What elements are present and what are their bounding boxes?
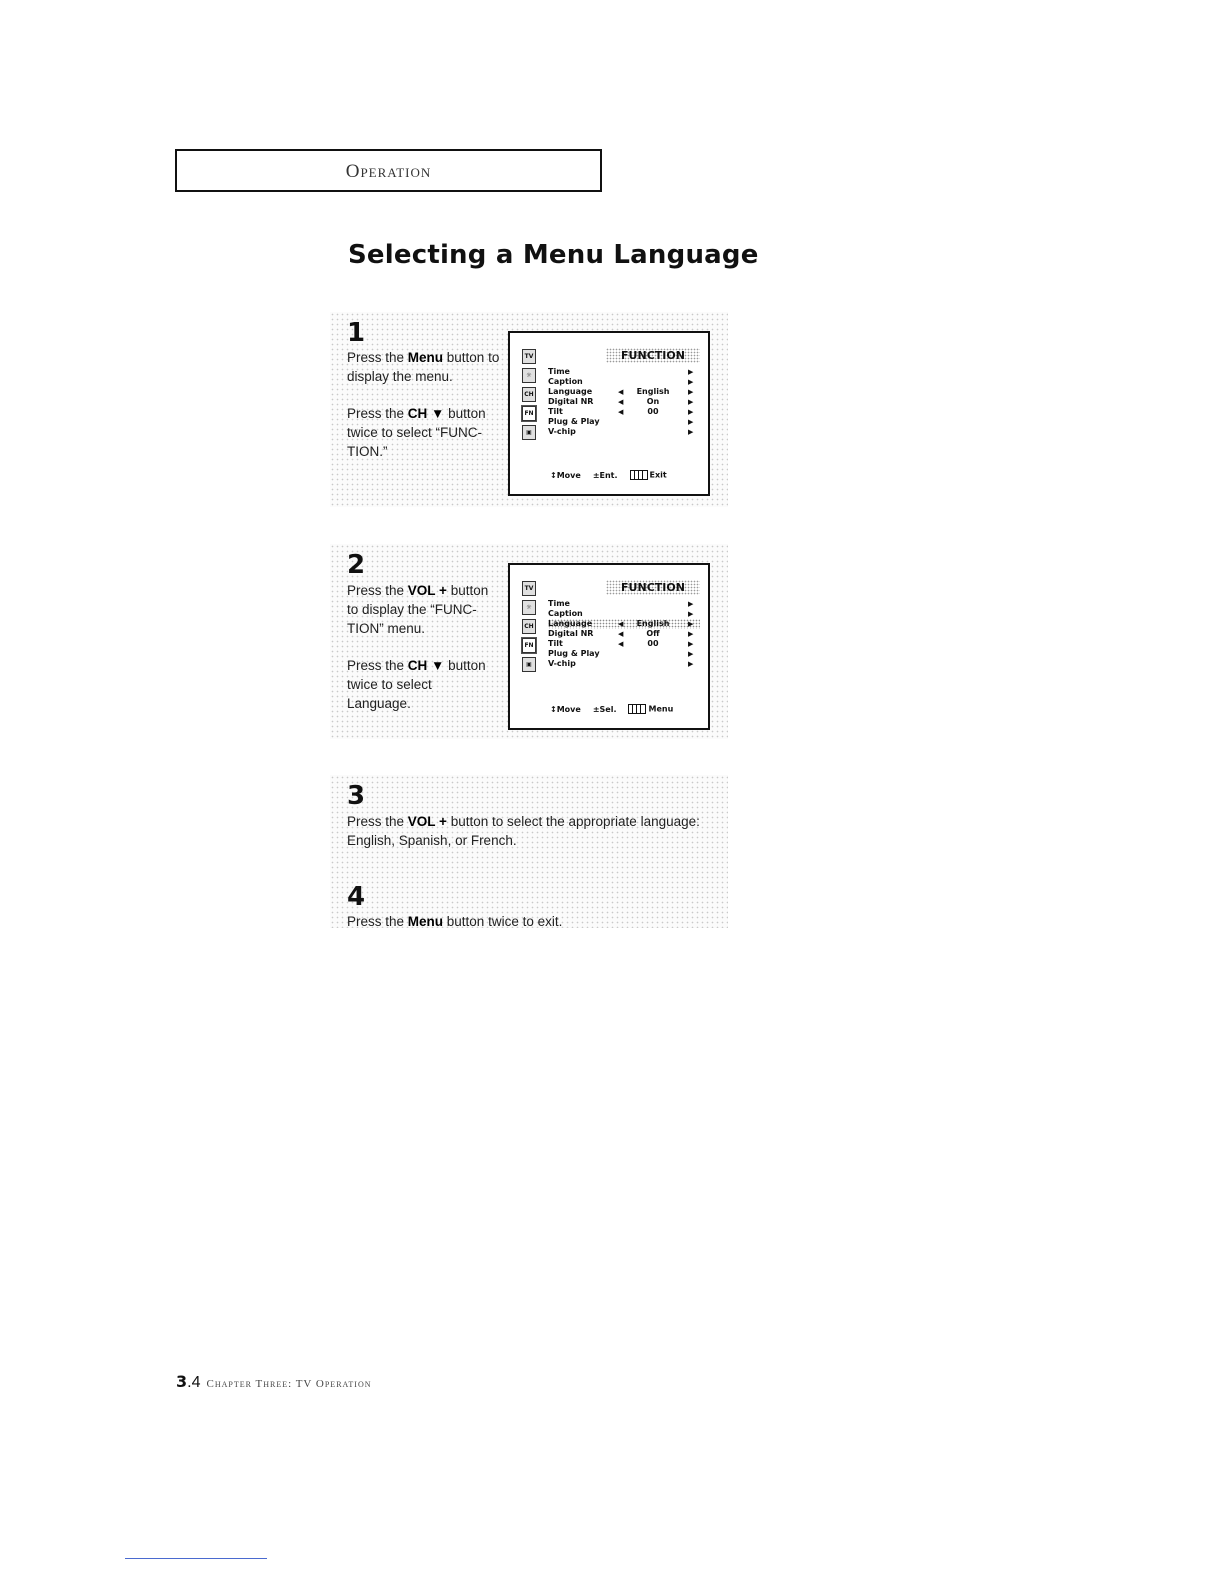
- channel-icon: CH: [522, 619, 536, 634]
- osd-footer: [550, 704, 673, 714]
- right-arrow-icon: ▶: [688, 610, 694, 618]
- osd-footer: [550, 470, 667, 480]
- step-3-number: 3: [347, 781, 366, 811]
- osd-row-caption: Caption ▶: [548, 609, 694, 618]
- right-arrow-icon: ▶: [688, 418, 694, 426]
- osd-header: FUNCTION: [606, 348, 700, 363]
- right-arrow-icon: ▶: [688, 620, 694, 628]
- page-number-major: 3: [176, 1372, 188, 1391]
- left-arrow-icon: ◀: [618, 408, 624, 416]
- section-header-box: [175, 149, 602, 192]
- step-3-text: Press the VOL + button to select the appropriate language: English, Spanish, or French.: [347, 814, 700, 848]
- step-4-text: Press the Menu button twice to exit.: [347, 914, 563, 929]
- osd-icon-column: [522, 349, 536, 440]
- page-number-minor: .4: [187, 1374, 201, 1391]
- function-icon: FN: [522, 406, 536, 421]
- left-arrow-icon: ◀: [618, 398, 624, 406]
- step-2-text-2: Press the CH ▼ button twice to select Language.: [347, 658, 486, 711]
- step-1-text-1: Press the Menu button to display the menu.: [347, 350, 500, 384]
- osd-row-time: Time ▶: [548, 367, 694, 376]
- osd-icon-column: [522, 581, 536, 672]
- setup-icon: ▣: [522, 425, 536, 440]
- osd-row-caption: Caption ▶: [548, 377, 694, 386]
- picture-icon: TV: [522, 349, 536, 364]
- osd-menu-hint: Menu: [628, 704, 673, 714]
- left-arrow-icon: ◀: [618, 388, 624, 396]
- menu-button-icon: [628, 704, 646, 714]
- bottom-rule: [125, 1558, 267, 1559]
- function-icon: FN: [522, 638, 536, 653]
- osd-move-hint: ↕Move: [550, 470, 581, 480]
- right-arrow-icon: ▶: [688, 408, 694, 416]
- osd-row-language: Language ◀ English ▶: [548, 387, 694, 396]
- sound-icon: ☼: [522, 600, 536, 615]
- section-title: Operation: [345, 161, 432, 182]
- osd-exit-hint: Exit: [630, 470, 667, 480]
- osd-row-plug-play: Plug & Play ▶: [548, 417, 694, 426]
- picture-icon: TV: [522, 581, 536, 596]
- osd-row-v-chip: V-chip ▶: [548, 659, 694, 668]
- osd-rows: [548, 367, 700, 437]
- osd-row-time: Time ▶: [548, 599, 694, 608]
- osd-row-tilt: Tilt ◀ 00 ▶: [548, 639, 694, 648]
- tv-osd-menu-1: [508, 331, 710, 496]
- step-1-number: 1: [347, 318, 366, 348]
- tv-osd-menu-2: [508, 563, 710, 730]
- right-arrow-icon: ▶: [688, 600, 694, 608]
- steps-3-4-panel: [330, 775, 728, 928]
- osd-row-v-chip: V-chip ▶: [548, 427, 694, 436]
- right-arrow-icon: ▶: [688, 398, 694, 406]
- right-arrow-icon: ▶: [688, 630, 694, 638]
- osd-row-language-highlighted: Language ◀ English ▶: [548, 619, 700, 629]
- step-1-text-2: Press the CH ▼ button twice to select “FUNC-TION.”: [347, 406, 486, 459]
- step-2-text-1: Press the VOL + button to display the “FUNC-TION” menu.: [347, 583, 489, 636]
- step-4-number: 4: [347, 882, 366, 912]
- right-arrow-icon: ▶: [688, 640, 694, 648]
- left-arrow-icon: ◀: [618, 640, 624, 648]
- chapter-label: Chapter Three: TV Operation: [206, 1378, 372, 1390]
- left-arrow-icon: ◀: [618, 630, 624, 638]
- page-title: Selecting a Menu Language: [348, 240, 759, 270]
- channel-icon: CH: [522, 387, 536, 402]
- right-arrow-icon: ▶: [688, 368, 694, 376]
- right-arrow-icon: ▶: [688, 428, 694, 436]
- osd-select-hint: ±Sel.: [592, 704, 617, 714]
- osd-row-digital-nr: Digital NR ◀ Off ▶: [548, 629, 694, 638]
- right-arrow-icon: ▶: [688, 650, 694, 658]
- page-footer: [176, 1372, 372, 1392]
- left-arrow-icon: ◀: [618, 620, 624, 628]
- osd-row-plug-play: Plug & Play ▶: [548, 649, 694, 658]
- osd-move-hint: ↕Move: [550, 704, 581, 714]
- right-arrow-icon: ▶: [688, 660, 694, 668]
- osd-row-digital-nr: Digital NR ◀ On ▶: [548, 397, 694, 406]
- osd-rows: [548, 599, 700, 669]
- osd-row-tilt: Tilt ◀ 00 ▶: [548, 407, 694, 416]
- step-2-number: 2: [347, 550, 366, 580]
- osd-enter-hint: ±Ent.: [592, 470, 618, 480]
- menu-button-icon: [630, 470, 648, 480]
- right-arrow-icon: ▶: [688, 388, 694, 396]
- osd-header: FUNCTION: [606, 580, 700, 595]
- right-arrow-icon: ▶: [688, 378, 694, 386]
- setup-icon: ▣: [522, 657, 536, 672]
- sound-icon: ☼: [522, 368, 536, 383]
